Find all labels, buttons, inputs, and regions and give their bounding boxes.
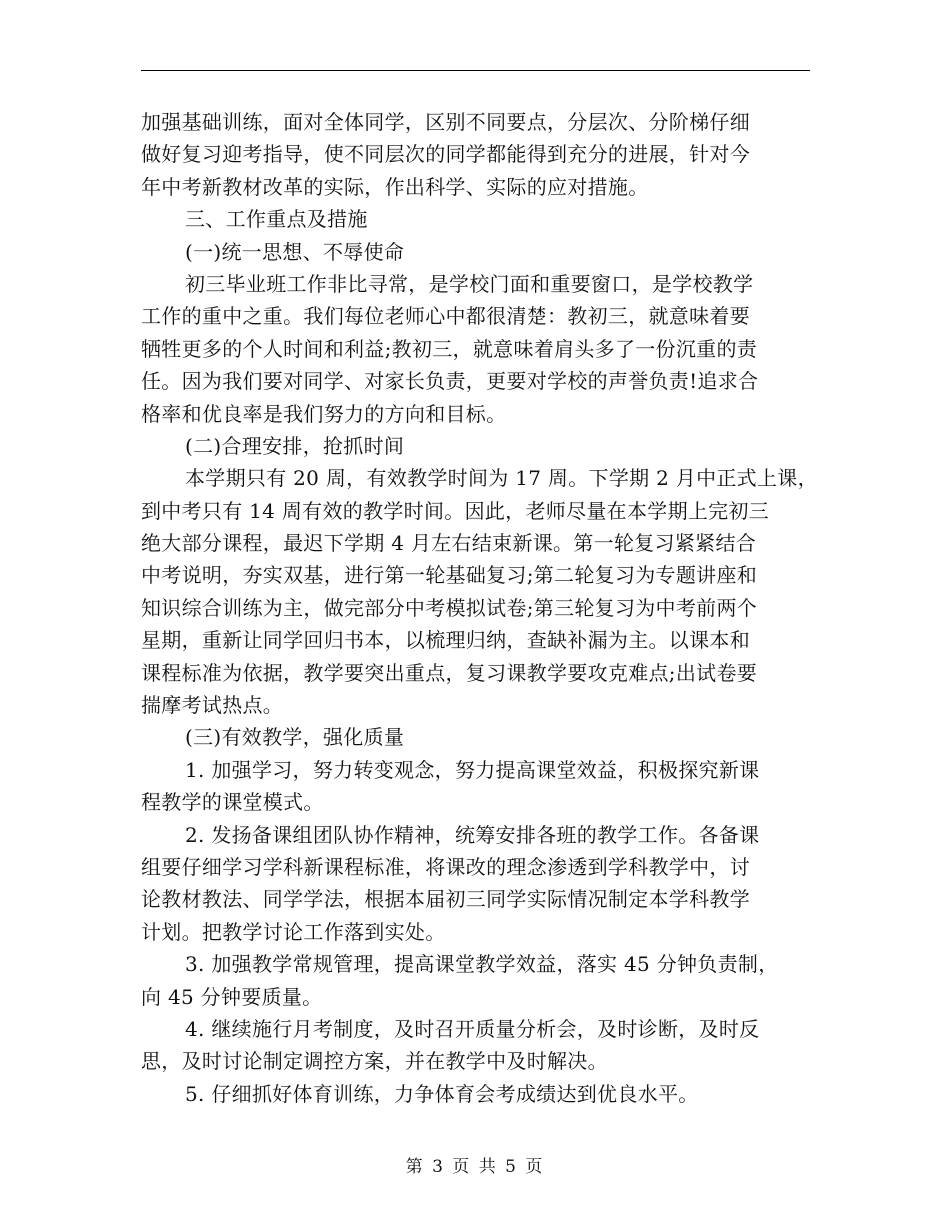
page-footer: 第 3 页 共 5 页	[405, 1157, 545, 1177]
text-line: (二)合理安排，抢抓时间	[185, 433, 405, 458]
text-line: 揣摩考试热点。	[141, 693, 284, 718]
text-line: 组要仔细学习学科新课程标准，将课改的理念渗透到学科教学中，讨	[141, 854, 750, 879]
text-line: (一)统一思想、不辱使命	[185, 239, 405, 264]
text-line: 初三毕业班工作非比寻常，是学校门面和重要窗口，是学校教学	[185, 271, 754, 296]
text-line: 星期，重新让同学回归书本，以梳理归纳，查缺补漏为主。以课本和	[141, 628, 750, 653]
text-line: 思，及时讨论制定调控方案，并在教学中及时解决。	[141, 1049, 608, 1074]
text-line: 格率和优良率是我们努力的方向和目标。	[141, 401, 507, 426]
text-line: 课程标准为依据，教学要突出重点，复习课教学要攻克难点;出试卷要	[141, 660, 758, 685]
text-line: 5. 仔细抓好体育训练，力争体育会考成绩达到优良水平。	[185, 1081, 699, 1106]
text-line: 到中考只有 14 周有效的教学时间。因此，老师尽量在本学期上完初三	[141, 498, 770, 523]
text-line: 1. 加强学习，努力转变观念，努力提高课堂效益，积极探究新课	[185, 757, 760, 782]
text-line: 知识综合训练为主，做完部分中考模拟试卷;第三轮复习为中考前两个	[141, 595, 758, 620]
text-line: 中考说明，夯实双基，进行第一轮基础复习;第二轮复习为专题讲座和	[141, 563, 758, 588]
text-line: 论教材教法、同学学法，根据本届初三同学实际情况制定本学科教学	[141, 887, 750, 912]
text-line: 年中考新教材改革的实际，作出科学、实际的应对措施。	[141, 174, 649, 199]
text-line: (三)有效教学，强化质量	[185, 725, 405, 750]
text-line: 做好复习迎考指导，使不同层次的同学都能得到充分的进展，针对今	[141, 142, 750, 167]
text-line: 向 45 分钟要质量。	[141, 984, 323, 1009]
text-line: 加强基础训练，面对全体同学，区别不同要点，分层次、分阶梯仔细	[141, 110, 750, 134]
text-line: 2. 发扬备课组团队协作精神，统筹安排各班的教学工作。各备课	[185, 822, 760, 847]
text-line: 工作的重中之重。我们每位老师心中都很清楚：教初三，就意味着要	[141, 304, 750, 329]
header-rule	[141, 70, 810, 71]
text-line: 计划。把教学讨论工作落到实处。	[141, 919, 446, 944]
document-body	[141, 106, 831, 1110]
text-line: 程教学的课堂模式。	[141, 790, 324, 815]
text-line: 三、工作重点及措施	[185, 207, 368, 232]
text-line: 牺牲更多的个人时间和利益;教初三，就意味着肩头多了一份沉重的责	[141, 336, 758, 361]
text-line: 本学期只有 20 周，有效教学时间为 17 周。下学期 2 月中正式上课，	[185, 466, 818, 491]
text-line: 绝大部分课程，最迟下学期 4 月左右结束新课。第一轮复习紧紧结合	[141, 531, 757, 556]
text-line: 任。因为我们要对同学、对家长负责，更要对学校的声誉负责!追求合	[141, 369, 759, 394]
text-line: 3. 加强教学常规管理，提高课堂教学效益，落实 45 分钟负责制，	[185, 952, 779, 977]
text-line: 4. 继续施行月考制度，及时召开质量分析会，及时诊断，及时反	[185, 1016, 760, 1041]
